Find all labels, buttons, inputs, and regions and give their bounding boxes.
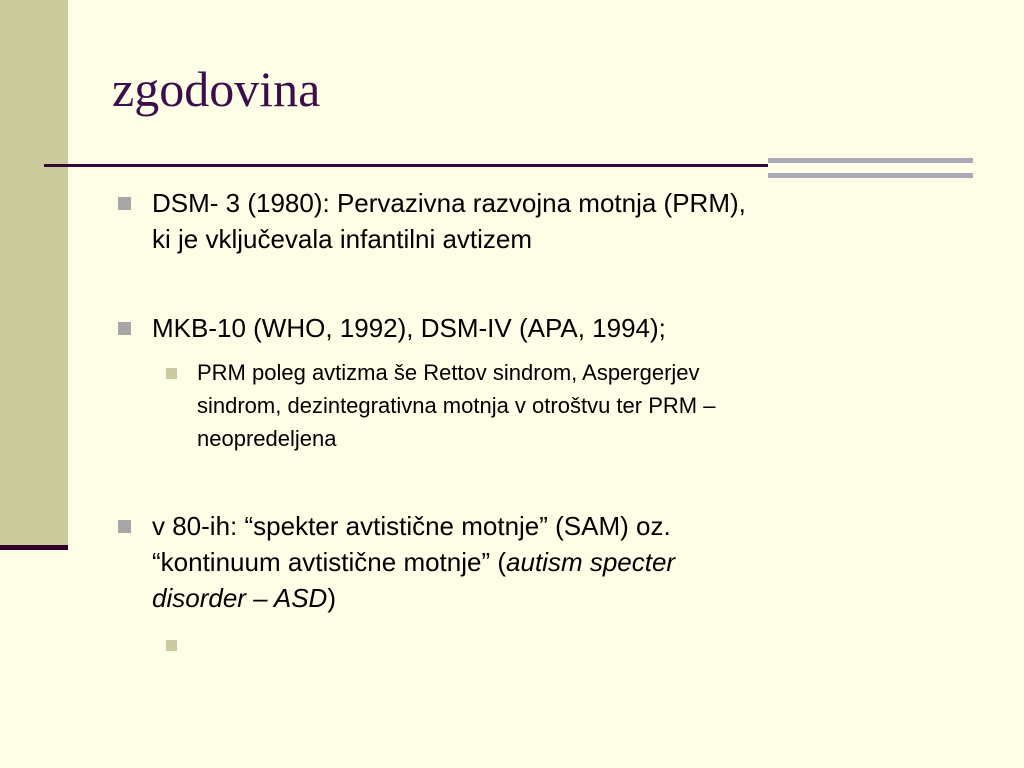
bullet-text: “kontinuum avtistične motnje” ( <box>152 547 507 577</box>
bullet-line: DSM- 3 (1980): Pervazivna razvojna motnja (PRM), <box>152 188 746 218</box>
bullet-text: ) <box>327 583 337 613</box>
bullet-italic-text: autism specter <box>506 547 676 577</box>
bullet-italic-text: disorder – ASD <box>152 583 328 613</box>
left-decor-rule <box>0 545 68 550</box>
bullet-line <box>152 544 675 580</box>
sub-bullet-item <box>197 356 715 455</box>
accent-bar-bottom <box>768 173 973 178</box>
slide-title: zgodovina <box>112 61 321 117</box>
sub-bullet-marker <box>166 368 177 379</box>
bullet-line: MKB-10 (WHO, 1992), DSM-IV (APA, 1994); <box>152 313 666 343</box>
bullet-marker <box>118 322 131 335</box>
bullet-line: v 80-ih: “spekter avtistične motnje” (SAM) oz. <box>152 511 671 541</box>
sub-bullet-line: neopredeljena <box>197 426 337 451</box>
sub-bullet-line: sindrom, dezintegrativna motnja v otroštvu ter PRM – <box>197 393 716 418</box>
bullet-item <box>152 185 746 257</box>
bullet-item <box>152 310 666 346</box>
empty-sub-bullet-marker <box>166 640 177 651</box>
sub-bullet-line: PRM poleg avtizma še Rettov sindrom, Aspergerjev <box>197 360 700 385</box>
bullet-marker <box>118 520 131 533</box>
title-divider <box>44 164 768 167</box>
bullet-item <box>152 508 675 616</box>
bullet-marker <box>118 197 131 210</box>
accent-bar-top <box>768 158 973 163</box>
bullet-line <box>152 580 675 616</box>
left-decor-band <box>0 0 68 545</box>
bullet-line: ki je vključevala infantilni avtizem <box>152 224 533 254</box>
